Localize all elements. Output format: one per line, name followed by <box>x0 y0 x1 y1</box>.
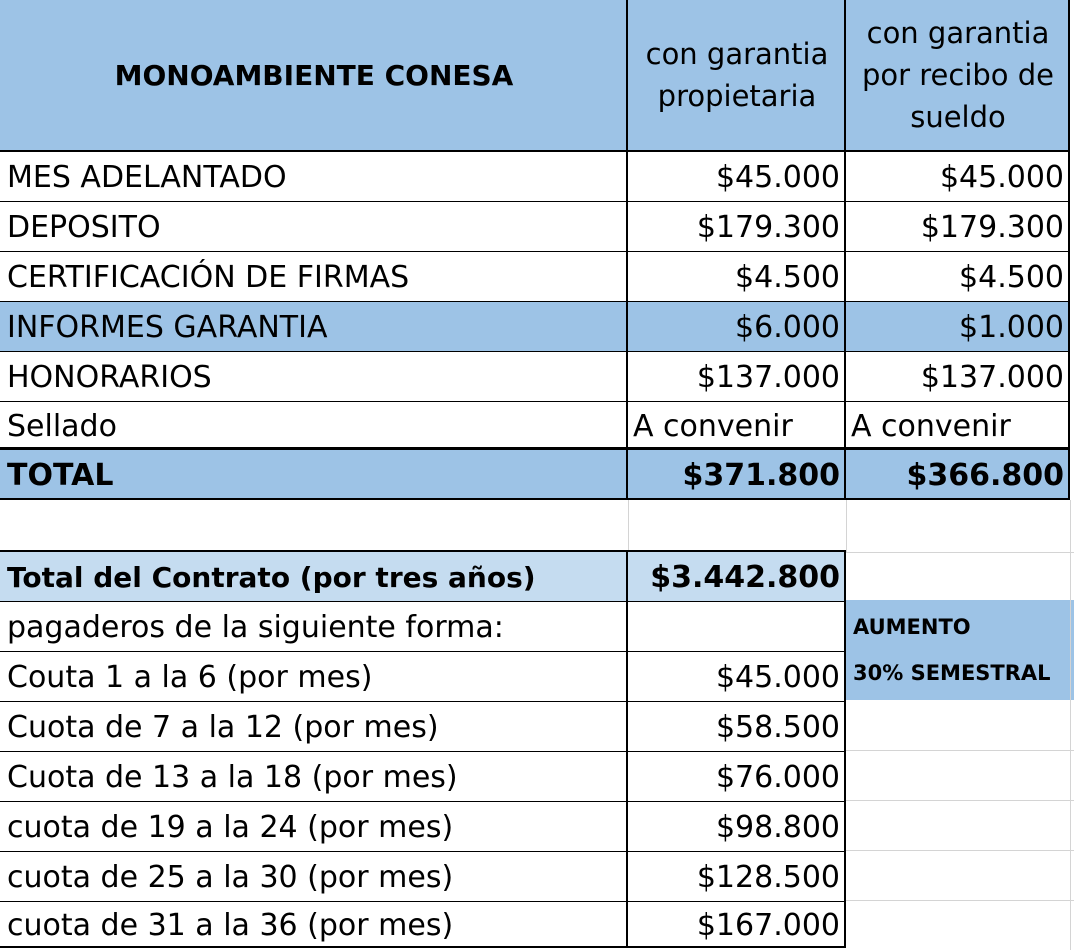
table-border <box>0 401 1070 402</box>
total-label: TOTAL <box>0 450 628 500</box>
contract-total-label: Total del Contrato (por tres años) <box>0 552 628 602</box>
row-label-advance-month: MES ADELANTADO <box>7 159 287 195</box>
installment-label: Cuota de 13 a la 18 (por mes) <box>7 759 458 795</box>
table-border <box>0 150 1070 152</box>
value-stamp-tax-salary: A convenir <box>851 408 1011 444</box>
installment-value: $167.000 <box>696 907 840 943</box>
table-border <box>626 550 628 948</box>
value-deposit-owner: $179.300 <box>696 209 840 245</box>
installment-label: Couta 1 a la 6 (por mes) <box>7 659 373 695</box>
gridline <box>846 800 1074 801</box>
table-border <box>0 251 1070 252</box>
value-fees-salary: $137.000 <box>920 359 1064 395</box>
contract-total-value: $3.442.800 <box>628 552 846 602</box>
table-border <box>0 550 846 552</box>
gridline <box>846 552 1074 553</box>
value-deposit-salary: $179.300 <box>920 209 1064 245</box>
gridline <box>1070 500 1071 950</box>
table-border <box>0 701 846 702</box>
installment-value: $128.500 <box>696 859 840 895</box>
row-label-stamp-tax: Sellado <box>7 408 117 444</box>
table-border <box>0 447 1070 450</box>
gridline <box>846 750 1074 751</box>
table-border <box>0 498 1070 500</box>
installment-value: $58.500 <box>715 709 840 745</box>
payment-intro: pagaderos de la siguiente forma: <box>7 609 504 645</box>
increase-note-line2: 30% SEMESTRAL <box>853 661 1051 685</box>
gridline <box>846 500 847 552</box>
installment-label: cuota de 31 a la 36 (por mes) <box>7 907 454 943</box>
increase-note <box>846 600 1074 700</box>
table-border <box>1068 0 1070 500</box>
value-advance-month-salary: $45.000 <box>939 159 1064 195</box>
table-border <box>0 901 846 902</box>
total-owner: $371.800 <box>628 450 846 500</box>
installment-value: $76.000 <box>715 759 840 795</box>
row-label-fees: HONORARIOS <box>7 359 212 395</box>
installment-label: Cuota de 7 a la 12 (por mes) <box>7 709 439 745</box>
gridline <box>846 850 1074 851</box>
value-signature-cert-salary: $4.500 <box>959 259 1064 295</box>
table-border <box>0 351 1070 352</box>
table-border <box>0 201 1070 202</box>
row-label-guarantee-reports: INFORMES GARANTIA <box>0 302 628 352</box>
value-guarantee-reports-owner: $6.000 <box>628 302 846 352</box>
table-border <box>0 751 846 752</box>
total-salary: $366.800 <box>846 450 1070 500</box>
column-header-owner-guarantee: con garantia propietaria <box>628 0 846 150</box>
table-border <box>0 651 846 652</box>
sheet-title: MONOAMBIENTE CONESA <box>0 0 628 150</box>
table-border <box>0 601 846 602</box>
installment-label: cuota de 19 a la 24 (por mes) <box>7 809 454 845</box>
installment-label: cuota de 25 a la 30 (por mes) <box>7 859 454 895</box>
value-signature-cert-owner: $4.500 <box>735 259 840 295</box>
installment-value: $45.000 <box>715 659 840 695</box>
column-header-salary-guarantee: con garantia por recibo de sueldo <box>846 0 1070 150</box>
table-border <box>0 946 846 948</box>
increase-note-line1: AUMENTO <box>853 615 971 639</box>
table-border <box>0 801 846 802</box>
row-label-deposit: DEPOSITO <box>7 209 161 245</box>
table-border <box>0 301 1070 302</box>
table-border <box>844 550 846 948</box>
table-border <box>0 851 846 852</box>
gridline <box>846 900 1074 901</box>
gridline <box>628 500 629 552</box>
table-border <box>844 0 846 500</box>
value-fees-owner: $137.000 <box>696 359 840 395</box>
row-label-signature-cert: CERTIFICACIÓN DE FIRMAS <box>7 259 410 295</box>
value-guarantee-reports-salary: $1.000 <box>846 302 1070 352</box>
installment-value: $98.800 <box>715 809 840 845</box>
table-border <box>626 0 628 500</box>
value-stamp-tax-owner: A convenir <box>633 408 793 444</box>
value-advance-month-owner: $45.000 <box>715 159 840 195</box>
